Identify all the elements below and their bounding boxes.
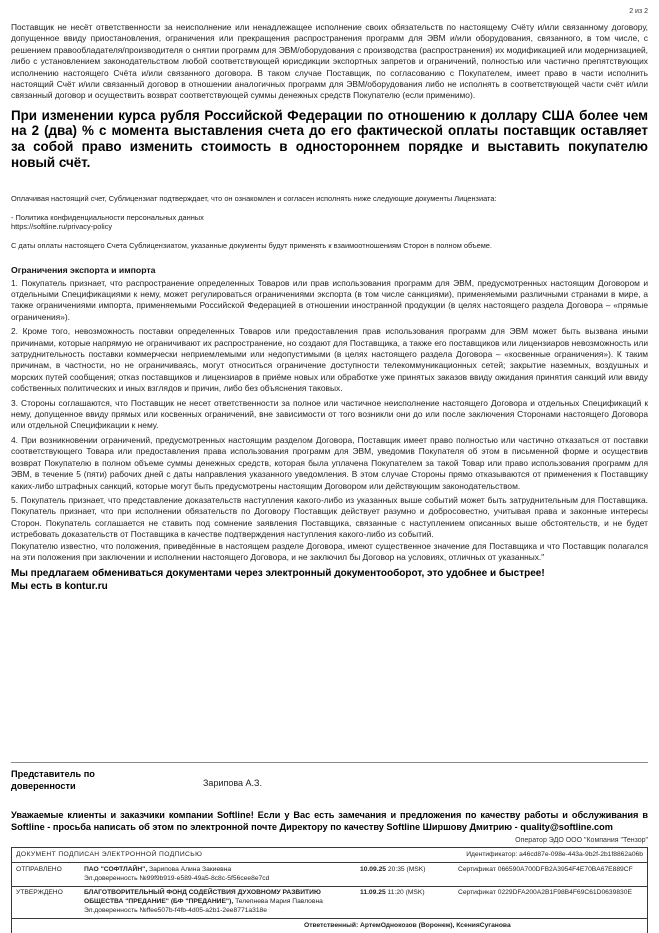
esign-person-sent: Зарипова Алина Закиевна (149, 865, 232, 873)
esign-company-sent: ПАО "СОФТЛАЙН", (84, 865, 148, 873)
quality-feedback-notice: Уважаемые клиенты и заказчики компании Softline! Если у Вас есть замечания и предложения по качеству работы и обслуживания в Softline - просьба написать об этом по электронной почте Директору по качеству Softline Ширшову Дмитрию - quality@softline.com (11, 809, 648, 832)
esign-poa-approved: Эл.доверенность №ffee507b-f4fb-4d05-a2b1-2ee8771a318e (84, 906, 267, 914)
esign-row-sent (12, 862, 647, 886)
esign-cert-approved (454, 887, 647, 918)
esign-stamp-table (11, 847, 648, 933)
privacy-policy-item: - Политика конфиденциальности персональных данных (11, 212, 204, 222)
currency-change-notice: При изменении курса рубля Российской Федерации по отношению к доллару США более чем на 2 (два) % с момента выставления счета до его фактической оплаты поставщик оставляет за собой право изменить стоимость в одностороннем порядке и выставить покупателю новый счёт. (11, 107, 648, 170)
esign-party-approved (80, 887, 356, 918)
export-paragraph-5-continuation: Покупателю известно, что положения, приведённые в настоящем разделе Договора, имеют существенное значение для Поставщика и что Поставщик полагался на эти положения при заключении и исполнении настоящего Договора, и не заключил бы Договор на условиях, отличных от указанных." (11, 540, 648, 562)
esign-company-approved: БЛАГОТВОРИТЕЛЬНЫЙ ФОНД СОДЕЙСТВИЯ ДУХОВНОМУ РАЗВИТИЮ ОБЩЕСТВА "ПРЕДАНИЕ" (БФ "ПРЕДАНИЕ"), (84, 889, 321, 906)
esign-party-sent (80, 863, 356, 886)
esign-datetime-sent (356, 863, 454, 886)
esign-person-approved: Телепнева Мария Павловна (235, 898, 323, 906)
esign-responsible-row (12, 918, 647, 933)
export-paragraph-2: 2. Кроме того, невозможность поставки определенных Товаров или предоставления прав использования программ для ЭВМ может быть вызвана иными причинами, которые напрямую не ограничивают их распространение, но создают для Поставщика, а также его поставщиков или лицензиаров невозможность или затруднительность поставки коммерчески неприемлемыми или недопустимыми (в целях настоящего раздела Договора – «косвенные ограничения»). К таким причинам, в частности, но не ограничиваясь, могут относиться ограничение доступности телекоммуникационных сетей; закрытие наземных, воздушных и морских путей сообщения; отказ поставщиков и лицензиаров в приёме новых или обработке уже принятых заказов ввиду ожидания принятия санкций или ввиду собственных политических и иных взглядов и причин, либо без объяснения таковых. (11, 326, 648, 394)
esign-cert-label-sent: Сертификат (458, 865, 496, 873)
export-paragraph-5: 5. Покупатель признает, что представление доказательств наступления какого-либо из указанных выше событий может быть затруднительным для Поставщика. Покупатель признает, что при исполнении обязательств по Договору Поставщик действует разумно и добросовестно, учитывая права и законные интересы Сторон. Покупатель соглашается не ставить под сомнение заявления Поставщика, связанные с наступлением описанных выше обстоятельств, и не будет истребовать доказательств от Поставщика в качестве подтверждения наступления какого-либо из событий. (11, 494, 648, 540)
signature-section (11, 762, 648, 800)
esign-cert-label-approved: Сертификат (458, 889, 496, 897)
export-import-heading: Ограничения экспорта и импорта (11, 264, 156, 275)
esign-datetime-approved (356, 887, 454, 918)
esign-cert-value-sent: 066590A700DFB2A3954F4E70BA67E889CF (497, 865, 633, 873)
edo-promo (11, 567, 648, 593)
export-paragraph-1: 1. Покупатель признает, что распространение определенных Товаров или прав использования программ для ЭВМ, предусмотренных настоящим Договором и отдельными Спецификациями к нему, может регулироваться ограничениями экспорта (в том числе санкциями), применяемыми различными странами в мире, а также ограничениями импорта, применяемыми Российской Федерацией в отношении иностранной продукции (в целях настоящего раздела Договора – «прямые ограничения»). (11, 277, 648, 322)
payment-confirmation-note: Оплачивая настоящий счет, Сублицензиат подтверждает, что он ознакомлен и согласен исполнять ниже следующие документы Лицензиата: (11, 194, 497, 204)
esign-time-sent: 20:35 (MSK) (387, 865, 426, 873)
esign-cert-sent (454, 863, 647, 886)
edo-promo-line1: Мы предлагаем обмениваться документами через электронный документооборот, это удобнее и быстрее! (11, 568, 545, 580)
esign-status-sent: ОТПРАВЛЕНО (16, 865, 62, 873)
esign-cert-value-approved: 0229DFA200A2B1F98B4F69C61D0639830E (497, 889, 632, 897)
flex-spacer (11, 593, 648, 761)
esign-date-sent: 10.09.25 (360, 865, 387, 873)
liability-paragraph: Поставщик не несёт ответственности за неисполнение или ненадлежащее исполнение своих обязательств по настоящему Счёту и/или связанному договору, допущенное ввиду приостановления, ограничения или прекращения распространения программ для ЭВМ и/или оборудования, связанного, в том числе, с решением правообладателя/производителя о снятии программ для ЭВМ/оборудования с производства (распространения) их модификацией или модернизацией, либо с установлением законодательством любой соответствующей юрисдикции экспортных запретов и ограничений, полностью или частично препятствующих исполнению настоящего Счёта и/или связанного договора. В таком случае Поставщик, по согласованию с Покупателем, имеет право в части исполнить настоящий Счёт и/или связанный договор в отношении аналогичных программ для ЭВМ/оборудования либо не исполнять в соответствующей части счёт и/или связанный договор и осуществить возврат соответствующей суммы денежных средств Покупателю (если применимо). (11, 22, 648, 101)
esign-title: ДОКУМЕНТ ПОДПИСАН ЭЛЕКТРОННОЙ ПОДПИСЬЮ (16, 850, 203, 858)
documents-apply-note: С даты оплаты настоящего Счета Сублицензиатом, указанные документы будут применять к взаимоотношениям Сторон в полном объеме. (11, 241, 492, 250)
esign-row-approved (12, 886, 647, 918)
export-paragraph-4: 4. При возникновении ограничений, предусмотренных настоящим разделом Договора, Поставщик имеет право полностью или частично отказаться от поставки соответствующего Товара или предоставления права использования программ для ЭВМ, уведомив Покупателя об этом в письменной форме и осуществив возврат Покупателю в полном объеме суммы денежных средств, которая была уплачена Покупателем за такой Товар или право использования программ для ЭВМ, в течение 5 (пяти) рабочих дней с даты направления указанного уведомления. В этом случае Стороны прямо отказываются от применения к Поставщику каких-либо штрафных санкций, которые могут быть предусмотрены настоящим Договором или действующим законодательством. (11, 434, 648, 491)
signatory-name: Зарипова А.З. (203, 777, 262, 788)
esign-header-row (12, 848, 647, 862)
esign-identifier: Идентификатор: a46cd87e-098e-443a-9b2f-2b1f8862a06b (466, 850, 643, 858)
esign-date-approved: 11.09.25 (360, 889, 386, 897)
esign-time-approved: 11:20 (MSK) (387, 889, 425, 897)
esign-responsible: Ответственный: АртемОднокозов (Воронеж), КсенияСуганова (304, 921, 511, 929)
signatory-role: Представитель по доверенности (11, 768, 95, 791)
esign-poa-sent: Эл.доверенность №99f9b919-e589-49a5-8c8c-5f56cee8e7cd (84, 874, 270, 882)
privacy-policy-link[interactable]: https://softline.ru/privacy-policy (11, 222, 113, 232)
edo-promo-line2: Мы есть в kontur.ru (11, 581, 108, 593)
page-indicator: 2 из 2 (629, 8, 648, 15)
export-paragraph-3: 3. Стороны соглашаются, что Поставщик не несет ответственности за полное или частичное неисполнение настоящего Договора и отдельных Спецификаций к нему, допущенное ввиду прямых или косвенных ограничений, вне зависимости от того возникли они до или после заключения Сторонами настоящего Договора или отдельной Спецификации к нему. (11, 397, 648, 431)
edo-operator: Оператор ЭДО ООО "Компания "Тензор" (515, 837, 648, 845)
esign-status-approved: УТВЕРЖДЕНО (16, 889, 63, 897)
